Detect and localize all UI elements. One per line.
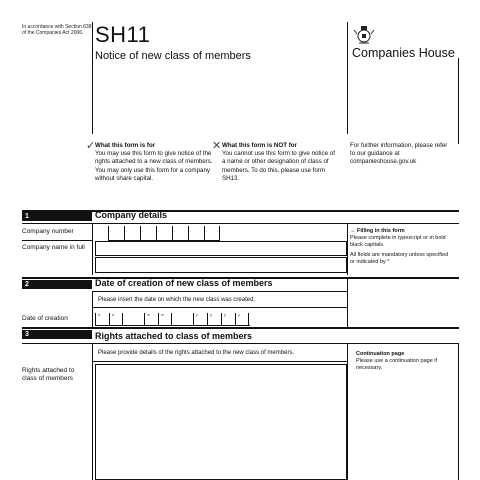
section-3-instruction: Please provide details of the rights attached to the new class of members. bbox=[98, 350, 295, 356]
section-1-number: 1 bbox=[22, 212, 92, 221]
form-code: SH11 bbox=[95, 22, 151, 47]
company-number-digit[interactable] bbox=[156, 226, 172, 240]
date-year-4[interactable]: y bbox=[235, 313, 249, 325]
company-number-digit[interactable] bbox=[108, 226, 124, 240]
section-3-number: 3 bbox=[22, 330, 92, 339]
royal-crest-icon bbox=[353, 24, 375, 46]
right-border-bottom bbox=[458, 343, 459, 480]
section-2-title: Date of creation of new class of members bbox=[95, 278, 273, 288]
date-month-2[interactable]: m bbox=[158, 313, 172, 325]
cross-icon: ✕ bbox=[212, 140, 222, 152]
continuation-note-title: Continuation page bbox=[356, 351, 405, 357]
company-name-field-line2[interactable] bbox=[95, 257, 347, 273]
section-3-left-divider bbox=[92, 343, 93, 480]
section-1-left-divider bbox=[92, 223, 93, 275]
label-rule bbox=[22, 240, 92, 241]
section-2-underline bbox=[92, 291, 348, 292]
form-purpose-title: What this form is for bbox=[95, 142, 156, 149]
header-divider bbox=[92, 22, 93, 134]
company-number-digit[interactable] bbox=[188, 226, 204, 240]
form-not-purpose-title: What this form is NOT for bbox=[222, 142, 297, 149]
filling-in-note-title: → Filling in this form bbox=[350, 228, 405, 234]
section-2-right-divider bbox=[347, 278, 348, 327]
rights-attached-field[interactable] bbox=[95, 364, 347, 480]
section-1-underline bbox=[22, 223, 459, 224]
mandatory-note: All fields are mandatory unless specified or indicated by * bbox=[350, 252, 449, 265]
company-number-digit[interactable] bbox=[140, 226, 156, 240]
company-number-digit[interactable] bbox=[172, 226, 188, 240]
form-not-purpose bbox=[222, 142, 338, 183]
date-day-2[interactable]: d bbox=[109, 313, 123, 325]
date-year-3[interactable]: y bbox=[221, 313, 235, 325]
section-2-number: 2 bbox=[22, 280, 92, 289]
section-3-right-divider bbox=[347, 343, 348, 480]
company-number-label: Company number bbox=[22, 228, 74, 235]
filling-in-note bbox=[350, 228, 454, 266]
form-title: Notice of new class of members bbox=[95, 50, 251, 62]
company-name-field-line1[interactable] bbox=[95, 241, 347, 256]
section-3-underline bbox=[22, 343, 459, 344]
section-2-instruction: Please insert the date on which the new class was created. bbox=[98, 297, 256, 303]
section-3-instruction-rule bbox=[92, 361, 348, 362]
continuation-note-text: Please use a continuation page if necessary. bbox=[356, 358, 438, 371]
company-number-digit[interactable] bbox=[204, 226, 220, 240]
date-year-1[interactable]: y bbox=[193, 313, 207, 325]
continuation-note bbox=[356, 351, 456, 372]
form-purpose-text: You may use this form to give notice of the rights attached to a new class of members. You may only use this form for a company without share capital. bbox=[95, 150, 213, 182]
section-2-left-divider bbox=[92, 291, 93, 327]
date-of-creation-label: Date of creation bbox=[22, 315, 68, 322]
further-info: For further information, please refer to our guidance at companieshouse.gov.uk bbox=[350, 142, 448, 166]
checkmark-icon: ✓ bbox=[86, 140, 96, 152]
section-1-title: Company details bbox=[95, 210, 168, 220]
form-not-purpose-text: You cannot use this form to give notice of a name or other designation of class of members. To do this, please use form SH13. bbox=[222, 150, 335, 182]
date-day-1[interactable]: d bbox=[95, 313, 109, 325]
filling-in-note-text: Please complete in typescript or in bold black capitals. bbox=[350, 235, 446, 248]
section-2-instruction-rule bbox=[92, 307, 348, 308]
organisation-name: Companies House bbox=[352, 46, 455, 60]
date-year-2[interactable]: y bbox=[207, 313, 221, 325]
rights-attached-label: Rights attached to class of members bbox=[22, 367, 75, 382]
date-month-1[interactable]: m bbox=[144, 313, 158, 325]
company-name-label: Company name in full bbox=[22, 244, 85, 251]
form-purpose bbox=[95, 142, 213, 183]
company-number-digit[interactable] bbox=[124, 226, 140, 240]
legal-reference: In accordance with Section 638 of the Companies Act 2006. bbox=[22, 24, 92, 36]
right-border-top bbox=[458, 58, 459, 144]
section-1-right-divider bbox=[347, 223, 348, 275]
date-baseline bbox=[95, 325, 250, 326]
section-3-rule bbox=[22, 327, 459, 329]
header-divider-right bbox=[347, 22, 348, 134]
section-3-title: Rights attached to class of members bbox=[95, 331, 253, 341]
